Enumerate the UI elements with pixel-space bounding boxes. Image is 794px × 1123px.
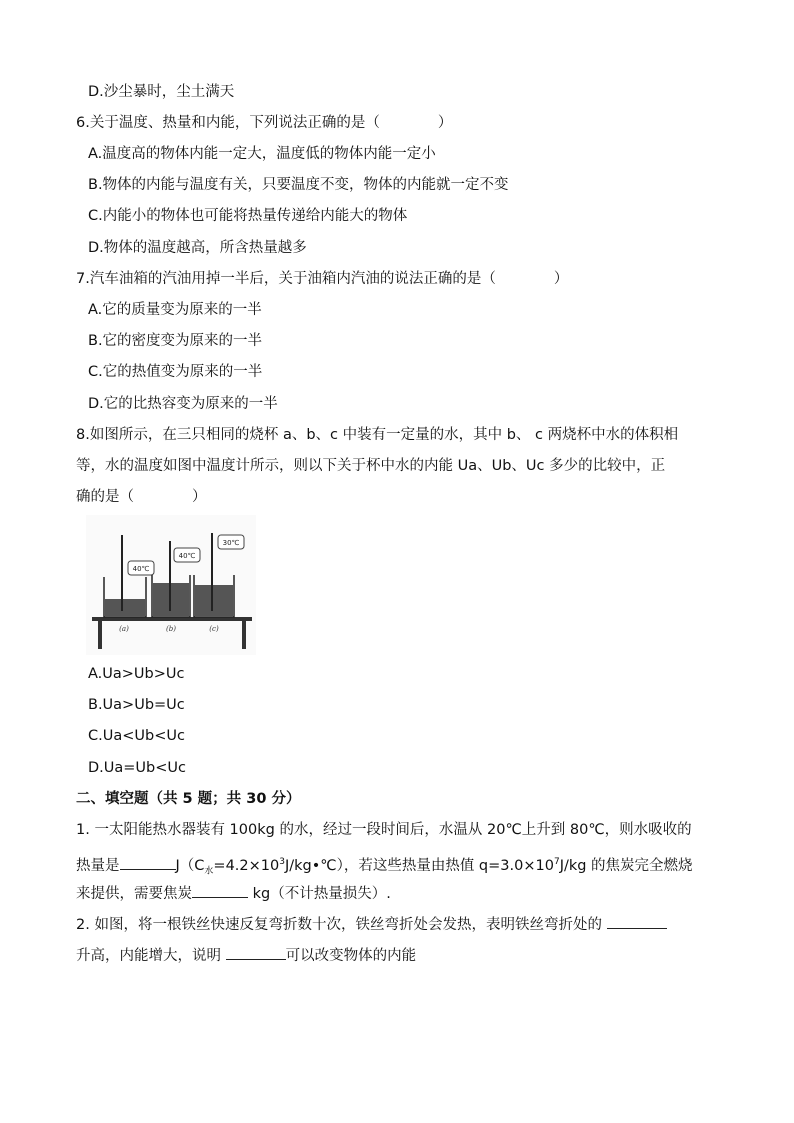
fill-1-text-c: =4.2×10 [213,857,280,874]
fill-1-text-g: kg（不计热量损失）. [248,886,391,902]
beaker-label-a: (a) [119,625,129,633]
table-leg-left [98,621,102,649]
q7-option-a: A.它的质量变为原来的一半 [88,302,262,318]
beakers-figure [86,515,256,655]
thermometer-label-a: 40℃ [132,565,150,573]
fill-2-text-a: 2. 如图，将一根铁丝快速反复弯折数十次，铁丝弯折处会发热，表明铁丝弯折处的 [76,917,607,933]
q7-option-d: D.它的比热容变为原来的一半 [88,396,278,412]
q8-stem-line-1: 8.如图所示，在三只相同的烧杯 a、b、c 中装有一定量的水，其中 b、 c 两烧杯中水的体积相 [76,427,679,443]
q6-option-a: A.温度高的物体内能一定大，温度低的物体内能一定小 [88,146,436,162]
fill-1-line-2 [76,852,693,882]
fill-1-sup-3: 3 [279,857,285,867]
fill-1-text-f: 来提供，需要焦炭 [76,886,192,902]
q6-option-d: D.物体的温度越高，所含热量越多 [88,240,307,256]
q8-stem-line-3: 确的是（ ） [76,489,207,505]
fill-1-text-d: J/kg•℃），若这些热量由热值 q=3.0×10 [284,857,554,874]
fill-2-blank-1[interactable] [607,914,667,929]
q8-stem-line-2: 等，水的温度如图中温度计所示，则以下关于杯中水的内能 Ua、Ub、Uc 多少的比较中，正 [76,458,666,474]
table-leg-right [242,621,246,649]
q7-stem: 7.汽车油箱的汽油用掉一半后，关于油箱内汽油的说法正确的是（ ） [76,271,569,287]
beakers-illustration [86,515,256,655]
fill-1-line-1: 1. 一太阳能热水器装有 100kg 的水，经过一段时间后，水温从 20℃上升到 80℃，则水吸收的 [76,822,692,838]
fill-1-blank-coke[interactable] [192,883,248,898]
section-2-heading: 二、填空题（共 5 题；共 30 分） [76,791,301,807]
q6-stem: 6.关于温度、热量和内能，下列说法正确的是（ ） [76,115,453,131]
beaker-label-b: (b) [166,625,176,633]
fill-2-line-2 [76,945,416,966]
fill-1-text-e: J/kg 的焦炭完全燃烧 [559,857,693,874]
fill-1-sub-water: 水 [204,866,214,877]
q8-option-b: B.Ua>Ub=Uc [88,697,185,713]
q6-option-c: C.内能小的物体也可能将热量传递给内能大的物体 [88,208,408,224]
q8-option-c: C.Ua<Ub<Uc [88,728,185,744]
fill-1-sup-7: 7 [553,857,560,867]
q7-option-c: C.它的热值变为原来的一半 [88,364,263,380]
fill-1-blank-heat[interactable] [120,855,176,870]
water-c [195,585,233,616]
fill-1-text-b: J（C [175,857,205,874]
q8-option-d: D.Ua=Ub<Uc [88,760,186,776]
fill-1-text-a: 热量是 [76,857,120,874]
fill-1-line-3 [76,883,391,904]
q6-option-b: B.物体的内能与温度有关，只要温度不变，物体的内能就一定不变 [88,177,509,193]
water-a [105,599,145,616]
thermometer-label-c: 30℃ [222,539,240,547]
fill-2-text-b: 升高，内能增大，说明 [76,948,226,964]
fill-2-line-1 [76,914,667,935]
fill-2-blank-2[interactable] [226,945,286,960]
beaker-label-c: (c) [209,625,219,633]
q5-option-d: D.沙尘暴时，尘土满天 [88,84,235,100]
fill-2-text-c: 可以改变物体的内能 [285,948,417,964]
q7-option-b: B.它的密度变为原来的一半 [88,333,263,349]
thermometer-label-b: 40℃ [178,552,196,560]
q8-option-a: A.Ua>Ub>Uc [88,666,185,682]
